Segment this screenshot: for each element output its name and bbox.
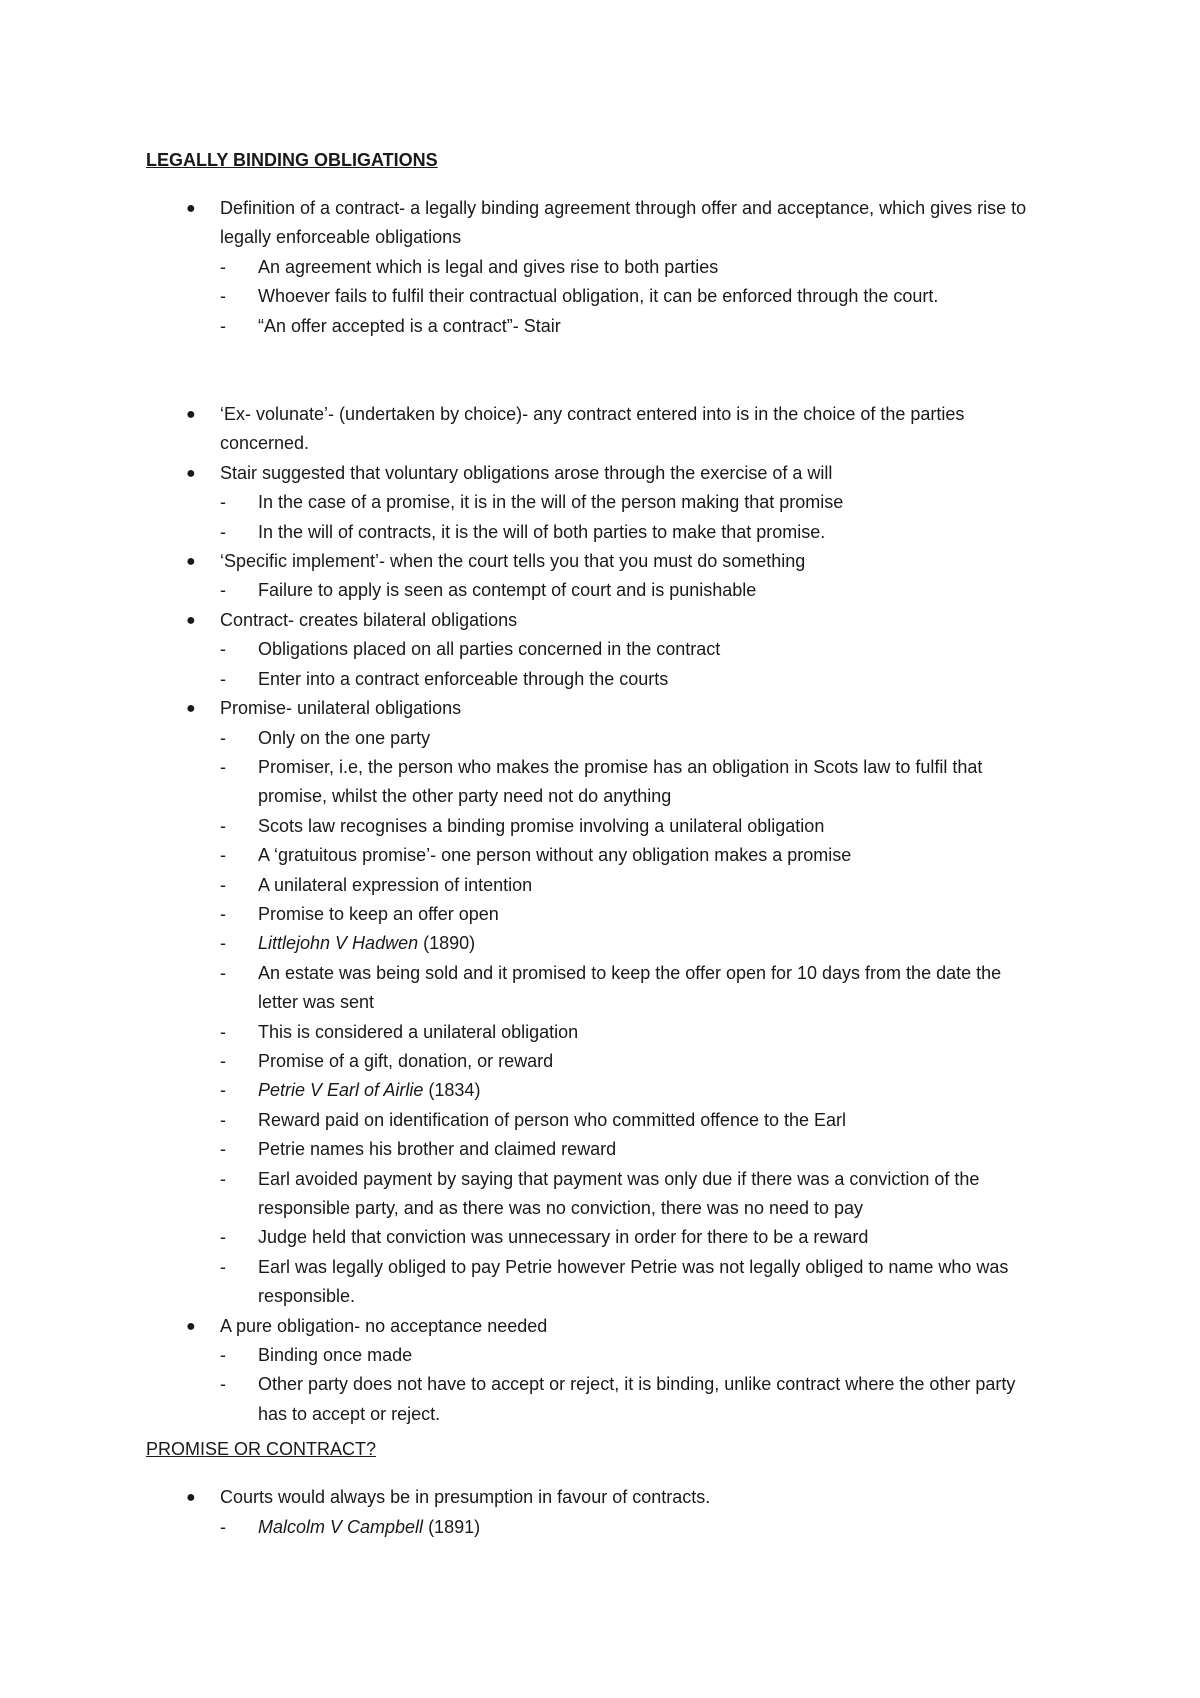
dash-text: Petrie names his brother and claimed reward: [258, 1139, 617, 1160]
dash-item: [220, 282, 1046, 311]
case-name: Littlejohn V Hadwen: [258, 933, 419, 954]
dash-text: Earl was legally obliged to pay Petrie however Petrie was not legally obliged to name who was responsible.: [258, 1256, 1009, 1307]
dash-item: [220, 253, 1046, 282]
dash-icon: -: [220, 903, 226, 924]
dash-list: [220, 635, 1046, 694]
bullet-text: Contract- creates bilateral obligations: [220, 609, 518, 630]
dash-item: [220, 1341, 1046, 1370]
bullet-item: [146, 606, 1046, 694]
dash-icon: -: [220, 1109, 226, 1130]
dash-icon: -: [220, 492, 226, 513]
dash-icon: -: [220, 1256, 226, 1277]
bullet-item: [146, 194, 1046, 341]
case-year: (1834): [423, 1080, 481, 1101]
dash-icon: -: [220, 286, 226, 307]
bullet-text: ‘Specific implement’- when the court tells you that you must do something: [220, 551, 806, 572]
bullet-icon: ●: [186, 406, 196, 424]
bullet-item: [146, 459, 1046, 547]
dash-text: A ‘gratuitous promise’- one person without any obligation makes a promise: [258, 845, 852, 866]
bullet-icon: ●: [186, 700, 196, 718]
dash-icon: -: [220, 1168, 226, 1189]
dash-list: [220, 576, 1046, 605]
dash-icon: -: [220, 962, 226, 983]
bullet-list-1: [146, 194, 1046, 341]
dash-text: Binding once made: [258, 1345, 413, 1366]
bullet-text: ‘Ex- volunate’- (undertaken by choice)- any contract entered into is in the choice of the parties concerned.: [220, 404, 965, 454]
dash-icon: -: [220, 727, 226, 748]
dash-item: [220, 1018, 1046, 1047]
case-year: (1891): [423, 1516, 481, 1537]
dash-text: An agreement which is legal and gives rise to both parties: [258, 256, 719, 277]
dash-item: [220, 1253, 1046, 1312]
dash-icon: -: [220, 1139, 226, 1160]
dash-icon: -: [220, 521, 226, 542]
bullet-list-3: [146, 1483, 1046, 1542]
dash-text: Promiser, i.e, the person who makes the promise has an obligation in Scots law to fulfil that promise, whilst the other party need not do anything: [258, 756, 983, 807]
dash-icon: -: [220, 1021, 226, 1042]
dash-icon: -: [220, 815, 226, 836]
bullet-item: [146, 547, 1046, 606]
dash-item: [220, 635, 1046, 664]
dash-item: [220, 871, 1046, 900]
dash-icon: -: [220, 1050, 226, 1071]
dash-item: [220, 1106, 1046, 1135]
dash-icon: -: [220, 580, 226, 601]
dash-text: “An offer accepted is a contract”- Stair: [258, 315, 561, 336]
dash-text: Reward paid on identification of person who committed offence to the Earl: [258, 1109, 847, 1130]
document-content: [146, 148, 1046, 1542]
dash-list: [220, 488, 1046, 547]
spacer: [146, 341, 1046, 400]
dash-item: [220, 1370, 1046, 1429]
heading-promise-or-contract: PROMISE OR CONTRACT?: [146, 1439, 377, 1460]
dash-item: [220, 1135, 1046, 1164]
dash-list: [220, 253, 1046, 341]
case-name: Malcolm V Campbell: [258, 1516, 424, 1537]
dash-text: Promise to keep an offer open: [258, 903, 499, 924]
dash-icon: -: [220, 1374, 226, 1395]
dash-item: [220, 576, 1046, 605]
bullet-text: Stair suggested that voluntary obligations arose through the exercise of a will: [220, 462, 833, 483]
bullet-text: Promise- unilateral obligations: [220, 698, 462, 719]
bullet-item: [146, 694, 1046, 1312]
dash-text: Enter into a contract enforceable through the courts: [258, 668, 669, 689]
bullet-icon: ●: [186, 1489, 196, 1507]
dash-item: [220, 753, 1046, 812]
bullet-text: Courts would always be in presumption in favour of contracts.: [220, 1487, 711, 1508]
dash-item: [220, 1047, 1046, 1076]
bullet-icon: ●: [186, 553, 196, 571]
bullet-icon: ●: [186, 611, 196, 629]
bullet-icon: ●: [186, 464, 196, 482]
dash-text: In the will of contracts, it is the will of both parties to make that promise.: [258, 521, 826, 542]
dash-text: Earl avoided payment by saying that payment was only due if there was a conviction of the responsible party, and as there was no conviction, there was no need to pay: [258, 1168, 980, 1218]
dash-item: [220, 1076, 1046, 1105]
bullet-list-2: [146, 400, 1046, 1429]
dash-text: Other party does not have to accept or reject, it is binding, unlike contract where the other party has to accept or reject.: [258, 1374, 1016, 1424]
dash-item: [220, 959, 1046, 1018]
dash-item: [220, 1513, 1046, 1542]
dash-text: Whoever fails to fulfil their contractual obligation, it can be enforced through the court.: [258, 286, 939, 307]
bullet-icon: ●: [186, 1317, 196, 1335]
bullet-text: A pure obligation- no acceptance needed: [220, 1315, 548, 1336]
dash-text: Promise of a gift, donation, or reward: [258, 1050, 554, 1071]
dash-list: [220, 1341, 1046, 1429]
dash-icon: -: [220, 668, 226, 689]
dash-item: [220, 518, 1046, 547]
case-name: Petrie V Earl of Airlie: [258, 1080, 424, 1101]
dash-list: [220, 1513, 1046, 1542]
dash-icon: -: [220, 1516, 226, 1537]
heading-legally-binding-obligations: LEGALLY BINDING OBLIGATIONS: [146, 150, 438, 170]
dash-text: In the case of a promise, it is in the will of the person making that promise: [258, 492, 844, 513]
dash-text: Only on the one party: [258, 727, 431, 748]
dash-item: [220, 841, 1046, 870]
dash-icon: -: [220, 1080, 226, 1101]
bullet-icon: ●: [186, 200, 196, 217]
dash-item: [220, 724, 1046, 753]
case-year: (1890): [418, 933, 476, 954]
dash-icon: -: [220, 874, 226, 895]
dash-icon: -: [220, 315, 226, 336]
dash-text: A unilateral expression of intention: [258, 874, 533, 895]
dash-icon: -: [220, 756, 226, 777]
dash-item: [220, 929, 1046, 958]
dash-text: Failure to apply is seen as contempt of court and is punishable: [258, 580, 757, 601]
bullet-text: Definition of a contract- a legally binding agreement through offer and acceptance, which gives rise to legally enforceable obligations: [220, 198, 1027, 248]
dash-icon: -: [220, 1345, 226, 1366]
dash-item: [220, 1223, 1046, 1252]
bullet-item: [146, 400, 1046, 459]
dash-icon: -: [220, 933, 226, 954]
dash-item: [220, 1165, 1046, 1224]
bullet-item: [146, 1312, 1046, 1430]
bullet-item: [146, 1483, 1046, 1542]
dash-icon: -: [220, 256, 226, 277]
dash-item: [220, 312, 1046, 341]
dash-text: This is considered a unilateral obligation: [258, 1021, 579, 1042]
dash-item: [220, 900, 1046, 929]
dash-item: [220, 812, 1046, 841]
dash-icon: -: [220, 1227, 226, 1248]
dash-item: [220, 665, 1046, 694]
dash-text: Scots law recognises a binding promise involving a unilateral obligation: [258, 815, 825, 836]
dash-text: Obligations placed on all parties concerned in the contract: [258, 639, 721, 660]
dash-text: An estate was being sold and it promised to keep the offer open for 10 days from the date the letter was sent: [258, 962, 1002, 1013]
dash-text: Judge held that conviction was unnecessary in order for there to be a reward: [258, 1227, 869, 1248]
dash-item: [220, 488, 1046, 517]
dash-icon: -: [220, 639, 226, 660]
dash-icon: -: [220, 845, 226, 866]
dash-list: [220, 724, 1046, 1312]
